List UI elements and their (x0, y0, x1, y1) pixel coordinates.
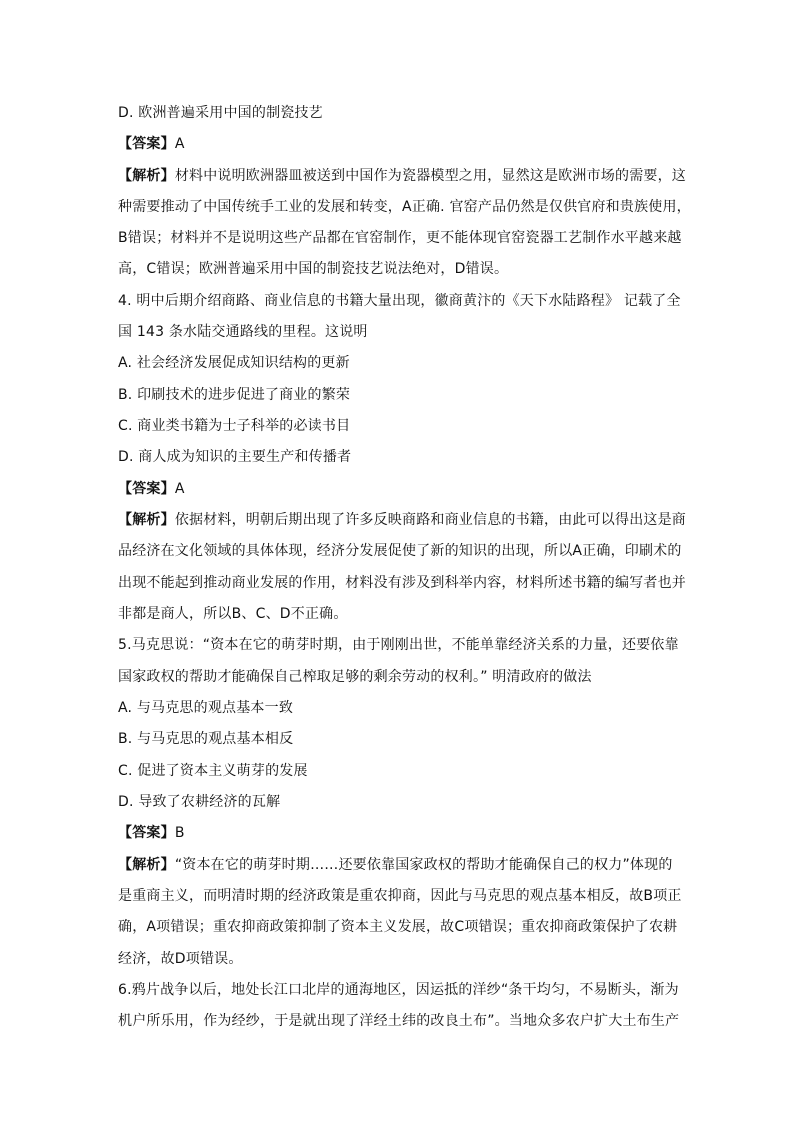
question-5-line-1: 5.马克思说：“资本在它的萌芽时期，由于刚刚出世，不能单靠经济关系的力量，还要依靠 (118, 637, 679, 653)
analysis-q5-line-3: 确，A项错误；重农抑商政策抑制了资本主义发展，故C项错误；重农抑商政策保护了农耕 (118, 919, 678, 935)
answer-q5: 【答案】B (118, 825, 185, 841)
answer-tag: 【答案】 (118, 481, 175, 497)
option-d-q5: D. 导致了农耕经济的瓦解 (118, 794, 281, 810)
answer-q3: 【答案】A (118, 136, 185, 152)
analysis-q3-line-1: 【解析】材料中说明欧洲器皿被送到中国作为瓷器模型之用，显然这是欧洲市场的需要，这 (118, 168, 687, 184)
option-d-q3: D. 欧洲普遍采用中国的制瓷技艺 (118, 105, 323, 121)
option-c-q4: C. 商业类书籍为士子科举的必读书目 (118, 418, 351, 434)
analysis-q4-line-1: 【解析】依据材料，明朝后期出现了许多反映商路和商业信息的书籍，由此可以得出这是商 (118, 512, 687, 528)
analysis-q5-line-4: 经济，故D项错误。 (118, 951, 243, 967)
option-b-q4: B. 印刷技术的进步促进了商业的繁荣 (118, 387, 351, 403)
question-6-line-1: 6.鸦片战争以后，地处长江口北岸的通海地区，因运抵的洋纱“条干均匀，不易断头，渐为 (118, 982, 679, 998)
option-b-q5: B. 与马克思的观点基本相反 (118, 731, 294, 747)
analysis-tag: 【解析】 (118, 857, 175, 873)
question-4-line-1: 4. 明中后期介绍商路、商业信息的书籍大量出现，徽商黄汴的《天下水陆路程》 记载了全 (118, 293, 681, 309)
analysis-q3-line-4: 高，C错误；欧洲普遍采用中国的制瓷技艺说法绝对，D错误。 (118, 261, 509, 277)
question-6-line-2: 机户所乐用，作为经纱，于是就出现了洋经土纬的改良土布”。当地众多农户扩大土布生产 (118, 1013, 680, 1029)
question-4-line-2: 国 143 条水陆交通路线的里程。这说明 (118, 324, 368, 340)
option-d-q4: D. 商人成为知识的主要生产和传播者 (118, 449, 352, 465)
answer-tag: 【答案】 (118, 825, 175, 841)
answer-tag: 【答案】 (118, 136, 175, 152)
analysis-q3-line-3: B错误；材料并不是说明这些产品都在官窑制作，更不能体现官窑瓷器工艺制作水平越来越 (118, 230, 682, 246)
analysis-tag: 【解析】 (118, 168, 175, 184)
answer-q4: 【答案】A (118, 481, 185, 497)
analysis-q5-line-2: 是重商主义，而明清时期的经济政策是重农抑商，因此与马克思的观点基本相反，故B项正 (118, 888, 682, 904)
analysis-q4-line-4: 非都是商人，所以B、C、D不正确。 (118, 606, 348, 622)
analysis-q4-line-3: 出现不能起到推动商业发展的作用，材料没有涉及到科举内容，材料所述书籍的编写者也并 (118, 575, 686, 591)
question-5-line-2: 国家政权的帮助才能确保自己榨取足够的剩余劳动的权利。” 明清政府的做法 (118, 669, 592, 685)
option-c-q5: C. 促进了资本主义萌芽的发展 (118, 763, 308, 779)
analysis-q5-line-1: 【解析】“资本在它的萌芽时期……还要依靠国家政权的帮助才能确保自己的权力”体现的 (118, 857, 673, 873)
option-a-q4: A. 社会经济发展促成知识结构的更新 (118, 355, 350, 371)
analysis-tag: 【解析】 (118, 512, 175, 528)
analysis-q3-line-2: 种需要推动了中国传统手工业的发展和转变，A正确. 官窑产品仍然是仅供官府和贵族使用， (118, 199, 691, 215)
analysis-q4-line-2: 品经济在文化领域的具体体现，经济分发展促使了新的知识的出现，所以A正确，印刷术的 (118, 543, 682, 559)
option-a-q5: A. 与马克思的观点基本一致 (118, 700, 294, 716)
